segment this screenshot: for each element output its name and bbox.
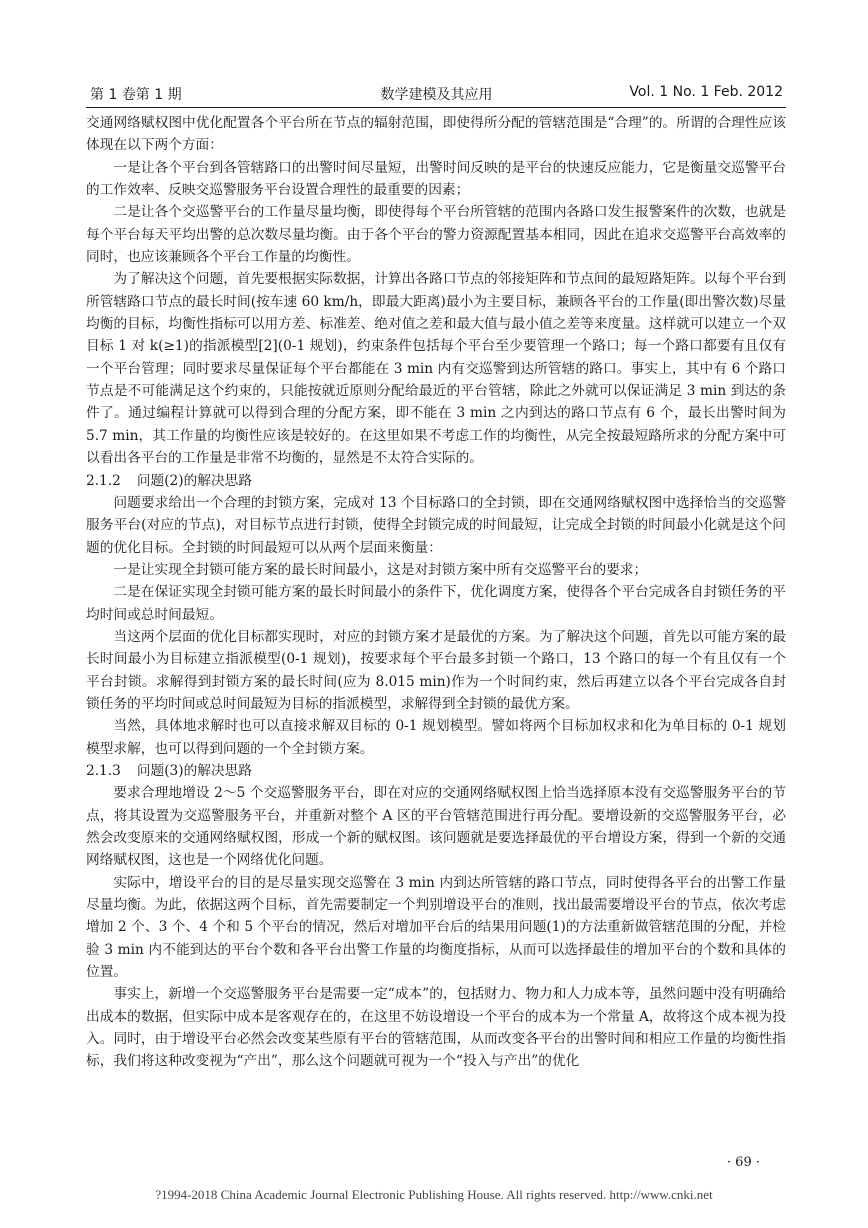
paragraph: 二是让各个交巡警平台的工作量尽量均衡，即使得每个平台所管辖的范围内各路口发生报警案件的次数，也就是每个平台每天平均出警的总次数尽量均衡。由于各个平台的警力资源配置基本相同，因此在追求交巡警平台高效率的同时，也应该兼顾各个平台工作量的均衡性。 — [86, 204, 786, 266]
paragraph: 一是让实现全封锁可能方案的最长时间最小，这是对封锁方案中所有交巡警平台的要求； — [113, 561, 648, 578]
section-title: 问题(2)的解决思路 — [136, 472, 253, 489]
header-rule — [86, 107, 786, 108]
journal-title: 数学建模及其应用 — [380, 87, 493, 103]
paragraph: 一是让各个平台到各管辖路口的出警时间尽量短，出警时间反映的是平台的快速反应能力，它是衡量交巡警平台的工作效率、反映交巡警服务平台设置合理性的最重要的因素； — [86, 159, 786, 199]
paragraph: 事实上，新增一个交巡警服务平台是需要一定“成本”的，包括财力、物力和人力成本等，虽然问题中没有明确给出成本的数据，但实际中成本是客观存在的，在这里不妨设增设一个平台的成本为一个常量 A，故将这个成本视为投入。同时，由于增设平台必然会改变某些原有平台的管辖范围，从而改变各平台的出警时间和相应工作量的均衡性指标，我们将这种改变视为“产出”，那么这个问题就可视为一个“投入与产出”的优化 — [86, 986, 786, 1070]
section-number: 2.1.3 — [86, 762, 121, 779]
article-body — [86, 112, 786, 1073]
section-number: 2.1.2 — [86, 472, 121, 489]
paragraph: 二是在保证实现全封锁可能方案的最长时间最小的条件下，优化调度方案，使得各个平台完成各自封锁任务的平均时间或总时间最短。 — [86, 584, 786, 623]
copyright-line: ?1994-2018 China Academic Journal Electronic Publishing House. All rights reserved. http://www.cnki.net — [155, 1187, 713, 1202]
paragraph: 要求合理地增设 2～5 个交巡警服务平台，即在对应的交通网络赋权图上恰当选择原本没有交巡警服务平台的节点，将其设置为交巡警服务平台，并重新对整个 A 区的平台管辖范围进行再分配。要增设新的交巡警服务平台，必然会改变原来的交通网络赋权图，形成一个新的赋权图。该问题就是要选择最优的平台增设方案，得到一个新的交通网络赋权图，这也是一个网络优化问题。 — [86, 785, 786, 869]
paragraph: 为了解决这个问题，首先要根据实际数据，计算出各路口节点的邻接矩阵和节点间的最短路矩阵。以每个平台到所管辖路口节点的最长时间(按车速 60 km/h，即最大距离)最小为主要目标，兼顾各平台的工作量(即出警次数)尽量均衡的目标，均衡性指标可以用方差、标准差、绝对值之差和最大值与最小值之差等来度量。这样就可以建立一个双目标 1 对 k(≥1)的指派模型[2](0-1 规划)，约束条件包括每个平台至少要管理一个路口；每一个路口都要有且仅有一个平台管理；同时要求尽量保证每个平台都能在 3 min 内有交巡警到达所管辖的路口。事实上，其中有 6 个路口节点是不可能满足这个约束的，只能按就近原则分配给最近的平台管辖，除此之外就可以保证满足 3 min 到达的条件了。通过编程计算就可以得到合理的分配方案，即不能在 3 min 之内到达的路口节点有 6 个，最长出警时间为 5.7 min，其工作量的均衡性应该是较好的。在这里如果不考虑工作的均衡性，从完全按最短路所求的分配方案中可以看出各平台的工作量是非常不均衡的，显然是不太符合实际的。 — [86, 271, 786, 467]
running-header — [90, 84, 783, 106]
section-heading — [86, 470, 786, 492]
paragraph: 当然，具体地求解时也可以直接求解双目标的 0-1 规划模型。譬如将两个目标加权求和化为单目标的 0-1 规划模型求解，也可以得到问题的一个全封锁方案。 — [86, 718, 786, 757]
section-heading — [86, 760, 786, 782]
volume-date: Vol. 1 No. 1 Feb. 2012 — [629, 84, 783, 100]
paragraph: 当这两个层面的优化目标都实现时，对应的封锁方案才是最优的方案。为了解决这个问题，首先以可能方案的最长时间最小为目标建立指派模型(0-1 规划)，按要求每个平台最多封锁一个路口，13 个路口的每一个有且仅有一个平台封锁。求解得到封锁方案的最长时间(应为 8.015 min)作为一个时间约束，然后再建立以各个平台完成各自封锁任务的平均时间或总时间最短为目标的指派模型，求解得到全封锁的最优方案。 — [86, 628, 786, 712]
section-title: 问题(3)的解决思路 — [136, 762, 253, 779]
paragraph: 问题要求给出一个合理的封锁方案，完成对 13 个目标路口的全封锁，即在交通网络赋权图中选择恰当的交巡警服务平台(对应的节点)，对目标节点进行封锁，使得全封锁完成的时间最短，让完成全封锁的时间最小化就是这个问题的优化目标。全封锁的时间最短可以从两个层面来衡量： — [86, 494, 786, 556]
page-number: · 69 · — [726, 1155, 760, 1170]
journal-issue: 第 1 卷第 1 期 — [90, 87, 182, 103]
paragraph: 交通网络赋权图中优化配置各个平台所在节点的辐射范围，即使得所分配的管辖范围是“合理”的。所谓的合理性应该体现在以下两个方面： — [86, 115, 786, 154]
paragraph: 实际中，增设平台的目的是尽量实现交巡警在 3 min 内到达所管辖的路口节点，同时使得各平台的出警工作量尽量均衡。为此，依据这两个目标，首先需要制定一个判别增设平台的准则，找出最需要增设平台的节点，依次考虑增加 2 个、3 个、4 个和 5 个平台的情况，然后对增加平台后的结果用问题(1)的方法重新做管辖范围的分配，并检验 3 min 内不能到达的平台个数和各平台出警工作量的均衡度指标，从而可以选择最佳的增加平台的个数和具体的位置。 — [86, 874, 786, 981]
